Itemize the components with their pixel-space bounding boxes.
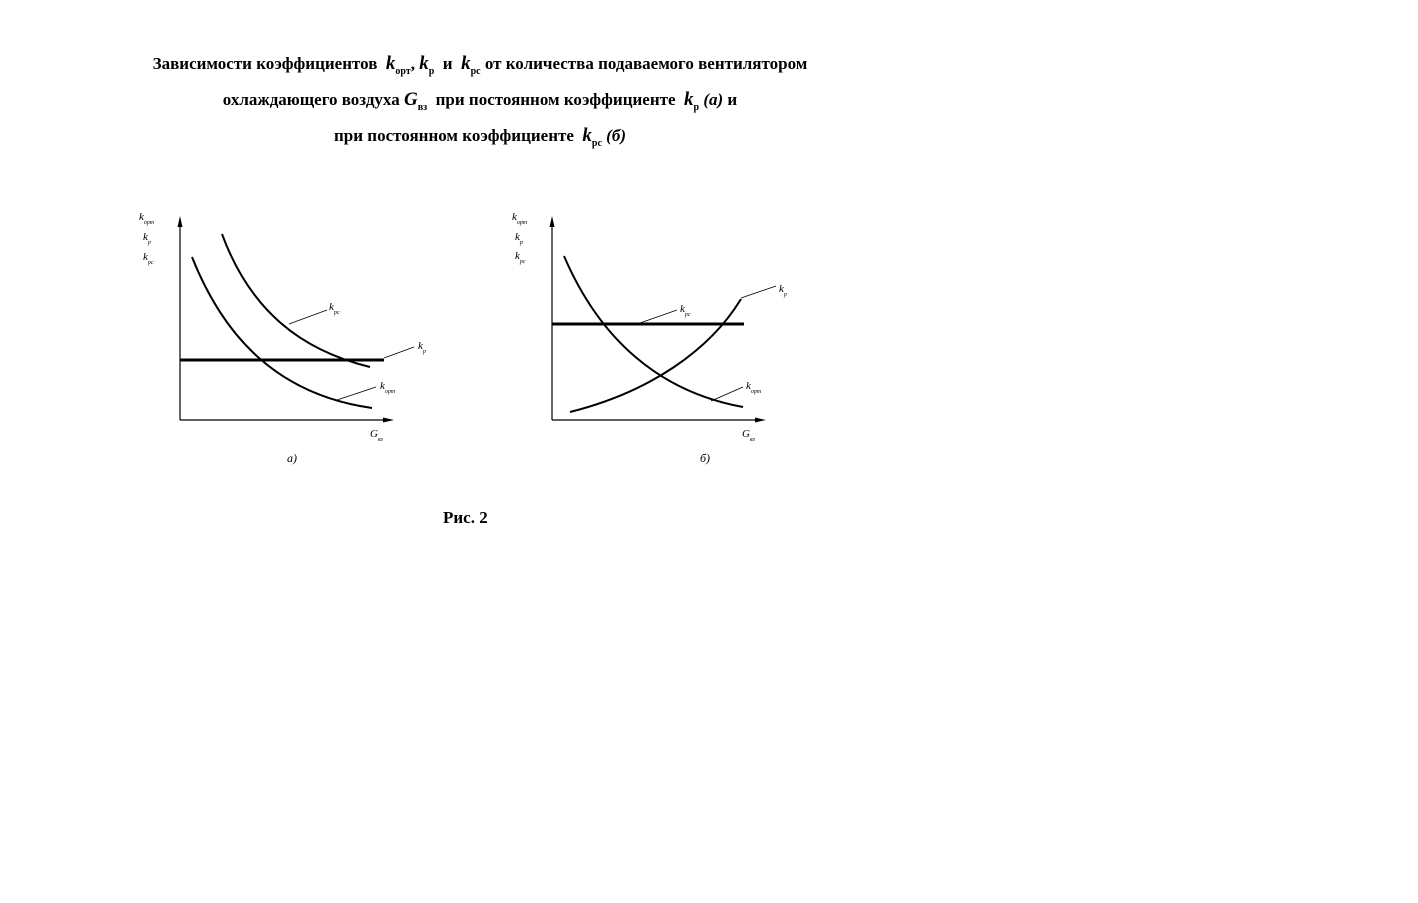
- diagram-b-leader-k-p: [741, 286, 776, 298]
- diagram-a-ylabel-k-ort: $k_{орт}$: [139, 211, 155, 226]
- diagram-b-panel-label: б): [700, 451, 711, 465]
- title-text-2c: и: [727, 90, 738, 109]
- title-sub-vz: вз: [417, 102, 428, 113]
- diagram-a-curve-label-k-p: $k_р$: [418, 340, 426, 355]
- diagram-b-ylabel-k-ort: $k_{орт}$: [512, 211, 528, 226]
- diagram-a-ylabel-k-p: $k_р$: [143, 231, 151, 246]
- diagram-b-curve-label-k-ort: $k_{орт}$: [746, 380, 762, 395]
- title-and: и: [442, 54, 453, 73]
- diagram-b-x-arrow-icon: [755, 418, 766, 423]
- diagram-b-y-arrow-icon: [550, 216, 555, 227]
- diagram-a-y-arrow-icon: [178, 216, 183, 227]
- title-text-2a: охлаждающего воздуха: [222, 90, 400, 109]
- title-sub-pc-2: рс: [591, 138, 602, 149]
- title-par-b: (б): [606, 126, 626, 145]
- title-par-a: (а): [703, 90, 724, 109]
- diagram-a-curve-k-pc: [222, 234, 370, 367]
- diagram-a-curve-label-k-ort: $k_{орт}$: [380, 380, 396, 395]
- diagram-a-leader-k-p: [384, 347, 414, 358]
- title-k-p: k: [419, 53, 429, 74]
- title-sub-p: р: [428, 66, 435, 77]
- title-G: G: [403, 89, 418, 110]
- diagram-a-curve-label-k-pc: $k_{рс}$: [329, 301, 340, 316]
- diagram-a-panel-label: а): [287, 451, 297, 465]
- diagram-a-xlabel-G: $G_{вз}$: [370, 428, 383, 443]
- diagram-b: [512, 211, 787, 465]
- title-text-2b: при постоянном коэффициенте: [435, 90, 676, 109]
- diagram-a: [139, 211, 426, 465]
- diagram-a-x-arrow-icon: [383, 418, 394, 423]
- diagram-b-leader-k-pc: [640, 310, 677, 323]
- title-sub-p-2: р: [693, 102, 700, 113]
- diagram-b-xlabel-G: $G_{вз}$: [742, 428, 755, 443]
- title-text-1a: Зависимости коэффициентов: [152, 54, 378, 73]
- diagram-b-curve-label-k-pc: $k_{рс}$: [680, 303, 691, 318]
- title-text-1b: от количества подаваемого вентилятором: [484, 54, 808, 73]
- title-k-p-2: k: [684, 89, 694, 110]
- title-sub-ort: орт: [395, 66, 411, 77]
- diagram-a-curve-k-ort: [192, 257, 372, 408]
- diagram-a-leader-k-ort: [337, 387, 376, 400]
- title-sub-pc: рс: [470, 66, 481, 77]
- diagram-a-leader-k-pc: [289, 310, 327, 324]
- diagram-b-curve-k-p: [570, 299, 741, 412]
- title-k-pc: k: [461, 53, 471, 74]
- title-k-ort: k: [385, 53, 396, 74]
- title-k-pc-2: k: [582, 125, 592, 146]
- diagram-b-ylabel-k-p: $k_р$: [515, 231, 523, 246]
- title-line-1: Зависимости коэффициентов $k_{орт}$, $k_р$ и $k_{рс}$ от количества подаваемого вентилятором: [152, 53, 808, 77]
- diagram-b-leader-k-ort: [711, 387, 743, 401]
- diagram-b-curve-label-k-p: $k_р$: [779, 283, 787, 298]
- title-text-3a: при постоянном коэффициенте: [334, 126, 574, 145]
- figure-caption: Рис. 2: [443, 508, 488, 527]
- diagram-a-ylabel-k-pc: $k_{рс}$: [143, 251, 154, 266]
- diagram-b-ylabel-k-pc: $k_{рс}$: [515, 250, 526, 265]
